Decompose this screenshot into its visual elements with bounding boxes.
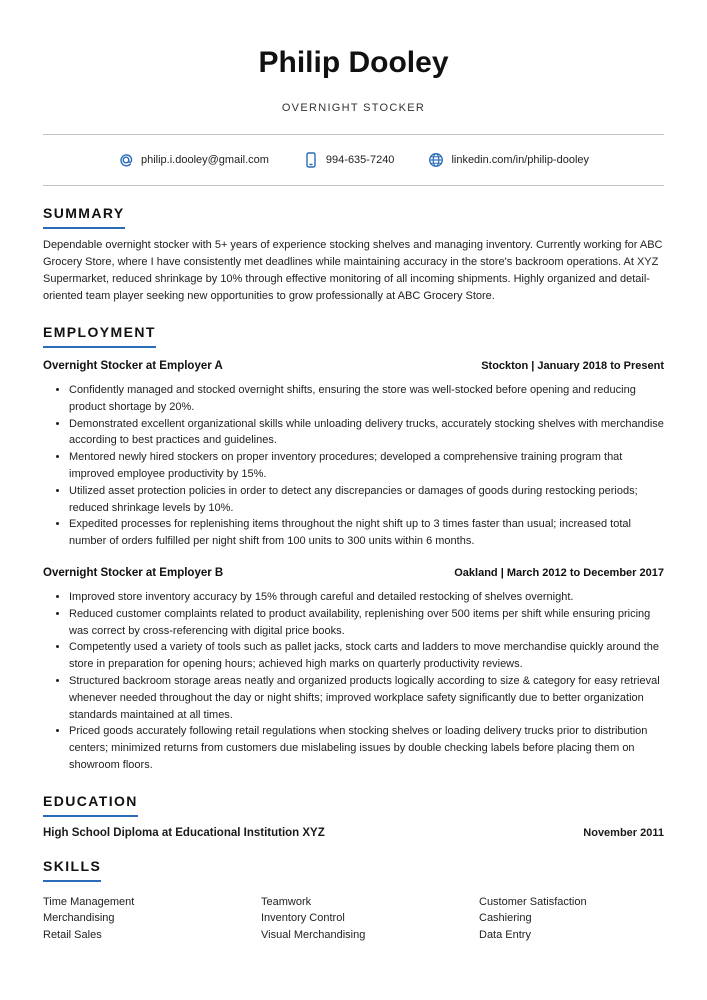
skill-item: Data Entry	[479, 928, 531, 941]
job-bullets	[43, 589, 664, 774]
linkedin-text: linkedin.com/in/philip-dooley	[451, 154, 590, 166]
education-degree: High School Diploma at Educational Institution XYZ	[43, 826, 325, 839]
education-date: November 2011	[583, 826, 664, 839]
candidate-name: Philip Dooley	[258, 46, 449, 79]
education-section	[43, 793, 664, 839]
bullet-item: • Structured backroom storage areas neatly and organized products logically according to size & category for easy retrieval whenever needed throughout the day or night shifts; improved workplace safety significantly due to better organization standards maintained at all times.	[69, 673, 664, 723]
bullet-item: • Mentored newly hired stockers on proper inventory procedures; developed a comprehensive training program that improved employee productivity by 15%.	[69, 449, 664, 483]
contact-bar	[43, 135, 664, 185]
job-bullets	[43, 382, 664, 550]
job-title: OVERNIGHT STOCKER	[281, 102, 426, 114]
bullet-item: • Confidently managed and stocked overnight shifts, ensuring the store was well-stocked before opening and reducing product shortage by 20%.	[69, 382, 664, 416]
phone-icon	[303, 152, 319, 168]
summary-text: Dependable overnight stocker with 5+ years of experience stocking shelves and managing inventory. Currently working for ABC Grocery Store, where I have consistently met deadlines while maintaining accuracy in the store's backroom operations. At XYZ Supermarket, reduced shrinkage by 10% through effective monitoring of all incoming shipments. Highly organized and detail-oriented team player seeking new opportunities to grow professionally at ABC Grocery Store.	[43, 239, 663, 302]
job-role: Overnight Stocker at Employer A	[43, 360, 223, 372]
employment-heading: EMPLOYMENT	[43, 324, 156, 348]
education-entry	[43, 827, 664, 839]
job-role: Overnight Stocker at Employer B	[43, 566, 224, 579]
employment-section	[43, 324, 664, 774]
summary-section	[43, 205, 664, 305]
skill-item: Inventory Control	[261, 912, 345, 925]
education-heading: EDUCATION	[43, 793, 138, 817]
skill-item: Customer Satisfaction	[479, 895, 587, 908]
bullet-item: • Reduced customer complaints related to product availability, replenishing over 500 items per shift while ensuring pricing was correct by cross-referencing with digital price books.	[69, 606, 664, 640]
job-header	[43, 357, 664, 375]
contact-phone[interactable]	[303, 152, 395, 168]
job-entry	[43, 357, 664, 550]
skill-item: Time Management	[43, 895, 135, 908]
bullet-item: • Expedited processes for replenishing items throughout the night shift up to 3 times faster than usual; increased total number of orders fulfilled per night shift from 100 units to 300 units within 6 months.	[69, 516, 664, 550]
summary-heading: SUMMARY	[43, 205, 125, 229]
skills-heading: SKILLS	[43, 858, 101, 882]
globe-icon	[428, 152, 444, 168]
skills-section	[43, 858, 664, 944]
email-text: philip.i.dooley@gmail.com	[140, 154, 269, 166]
contact-email[interactable]	[118, 152, 269, 168]
job-location-dates: Stockton | January 2018 to Present	[481, 360, 664, 372]
bullet-item: • Improved store inventory accuracy by 15% through careful and detailed restocking of shelves overnight.	[69, 589, 664, 606]
phone-text: 994-635-7240	[325, 154, 395, 166]
skill-item: Cashiering	[479, 912, 532, 925]
bullet-item: • Utilized asset protection policies in order to detect any discrepancies or damages of goods during restocking periods; reduced shrinkage levels by 10%.	[69, 483, 664, 517]
job-entry	[43, 564, 664, 774]
bullet-item: • Priced goods accurately following retail regulations when stocking shelves or loading delivery trucks prior to distribution centers; minimized returns from customers due mislabeling issues by double checking labels before placing them on showroom floors.	[69, 723, 664, 773]
contact-divider	[43, 185, 664, 186]
skill-item: Visual Merchandising	[261, 928, 366, 941]
skill-item: Teamwork	[261, 895, 312, 908]
bullet-item: • Competently used a variety of tools such as pallet jacks, stock carts and ladders to move merchandise quickly around the store in preparation for opening hours; achieved high marks on quarterly productivity reviews.	[69, 639, 664, 673]
skills-grid	[43, 894, 664, 944]
contact-linkedin[interactable]	[428, 152, 589, 168]
skill-item: Merchandising	[43, 912, 115, 925]
job-header	[43, 564, 664, 582]
job-location-dates: Oakland | March 2012 to December 2017	[454, 566, 664, 579]
bullet-item: • Demonstrated excellent organizational skills while unloading delivery trucks, accurately stocking shelves with merchandise according to best practices and guidelines.	[69, 416, 664, 450]
skill-item: Retail Sales	[43, 928, 102, 941]
at-sign-icon	[118, 152, 134, 168]
